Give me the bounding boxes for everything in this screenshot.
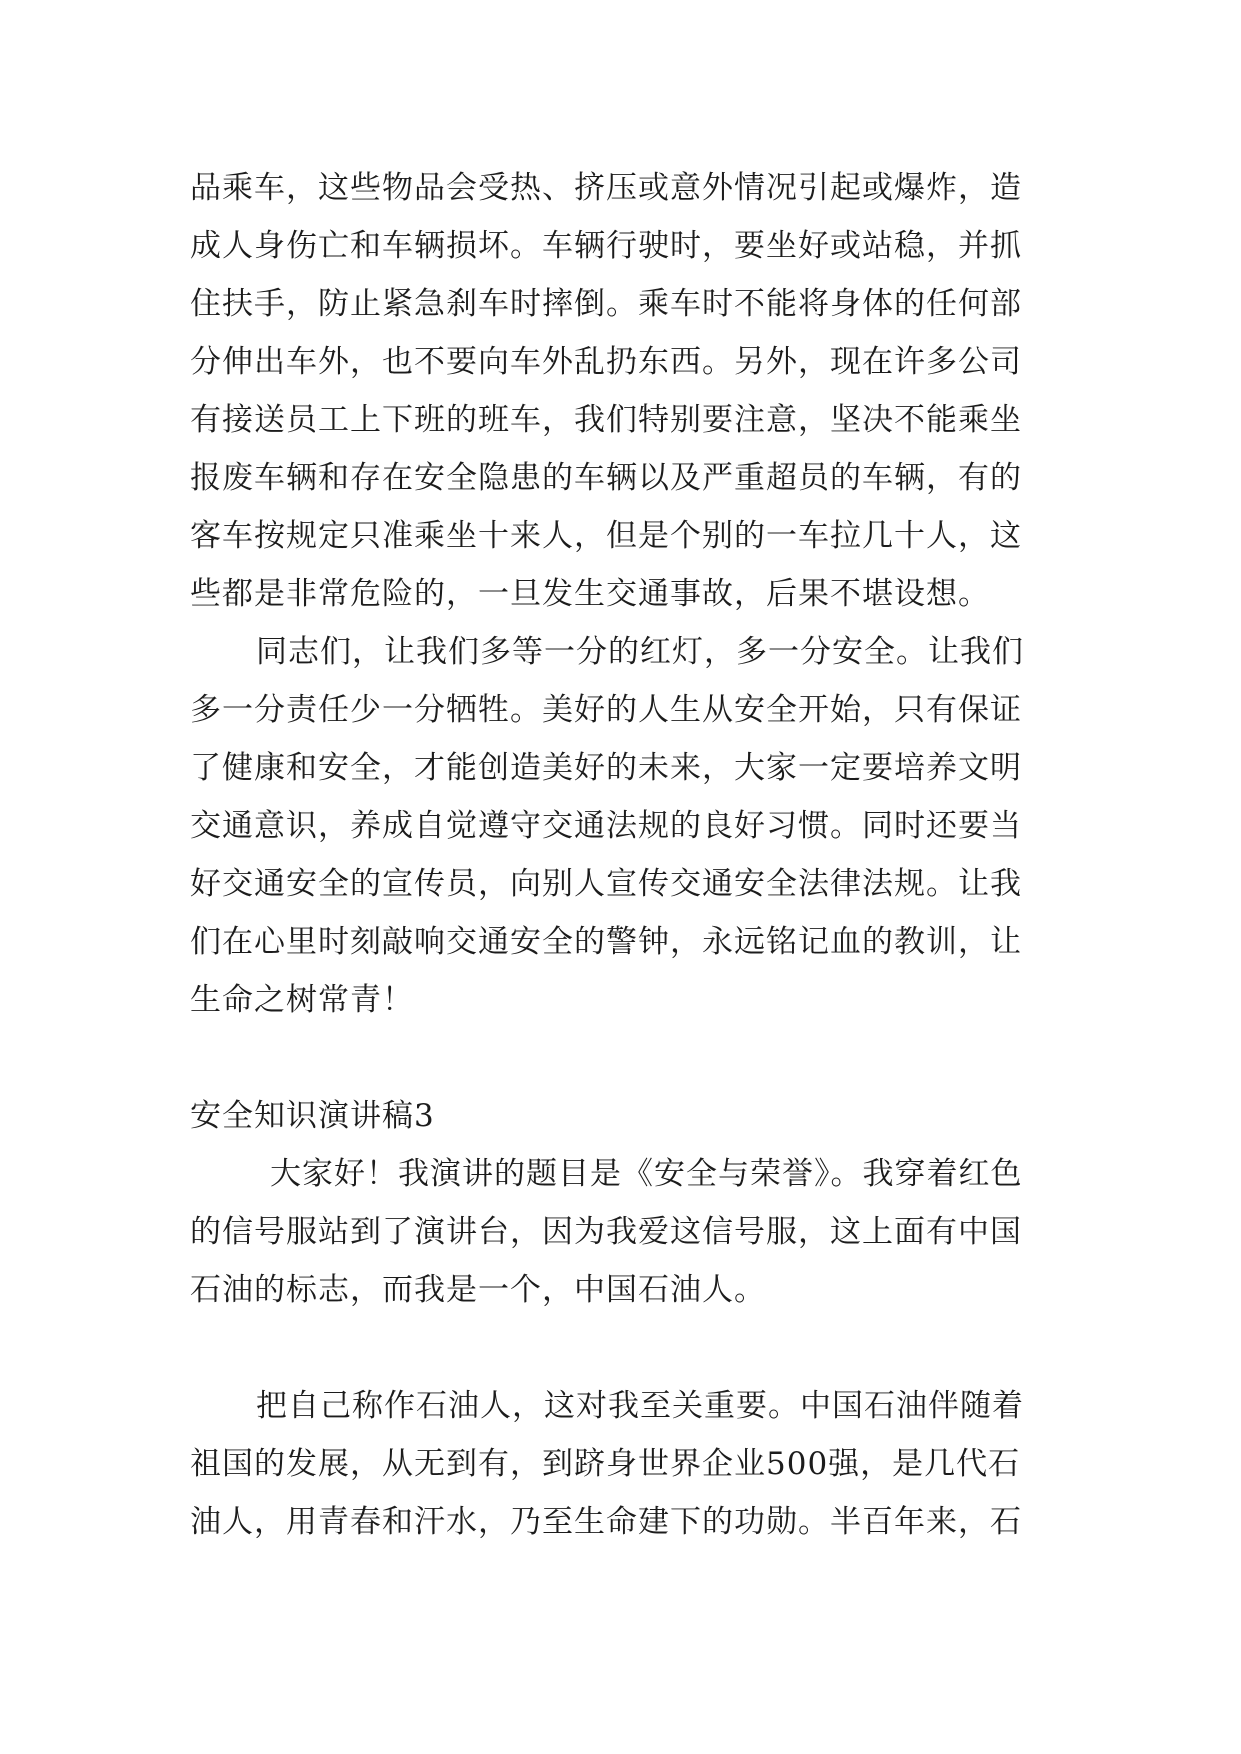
paragraph-line: 有接送员工上下班的班车，我们特别要注意，坚决不能乘坐 <box>190 402 1022 438</box>
section-heading: 安全知识演讲稿3 <box>190 1098 435 1134</box>
paragraph-line: 祖国的发展，从无到有，到跻身世界企业500强，是几代石 <box>190 1446 1021 1482</box>
paragraph-line: 同志们，让我们多等一分的红灯，多一分安全。让我们 <box>256 634 1024 670</box>
paragraph-line: 品乘车，这些物品会受热、挤压或意外情况引起或爆炸，造 <box>190 170 1022 206</box>
paragraph-line: 好交通安全的宣传员，向别人宣传交通安全法律法规。让我 <box>190 866 1022 902</box>
paragraph-line: 把自己称作石油人，这对我至关重要。中国石油伴随着 <box>256 1388 1024 1424</box>
paragraph-line: 生命之树常青！ <box>190 982 414 1018</box>
paragraph-line: 交通意识，养成自觉遵守交通法规的良好习惯。同时还要当 <box>190 808 1022 844</box>
paragraph-line: 石油的标志，而我是一个，中国石油人。 <box>190 1272 766 1308</box>
paragraph-line: 成人身伤亡和车辆损坏。车辆行驶时，要坐好或站稳，并抓 <box>190 228 1022 264</box>
paragraph-line: 客车按规定只准乘坐十来人，但是个别的一车拉几十人，这 <box>190 518 1022 554</box>
paragraph-line: 报废车辆和存在安全隐患的车辆以及严重超员的车辆，有的 <box>190 460 1022 496</box>
paragraph-line: 些都是非常危险的，一旦发生交通事故，后果不堪设想。 <box>190 576 990 612</box>
paragraph-line: 住扶手，防止紧急刹车时摔倒。乘车时不能将身体的任何部 <box>190 286 1022 322</box>
paragraph-line: 了健康和安全，才能创造美好的未来，大家一定要培养文明 <box>190 750 1022 786</box>
paragraph-line: 们在心里时刻敲响交通安全的警钟，永远铭记血的教训，让 <box>190 924 1022 960</box>
paragraph-line: 的信号服站到了演讲台，因为我爱这信号服，这上面有中国 <box>190 1214 1022 1250</box>
paragraph-line: 油人，用青春和汗水，乃至生命建下的功勋。半百年来，石 <box>190 1504 1022 1540</box>
paragraph-line: 多一分责任少一分牺牲。美好的人生从安全开始，只有保证 <box>190 692 1022 728</box>
paragraph-line: 分伸出车外，也不要向车外乱扔东西。另外，现在许多公司 <box>190 344 1022 380</box>
paragraph-line: 大家好！我演讲的题目是《安全与荣誉》。我穿着红色 <box>270 1156 1023 1192</box>
